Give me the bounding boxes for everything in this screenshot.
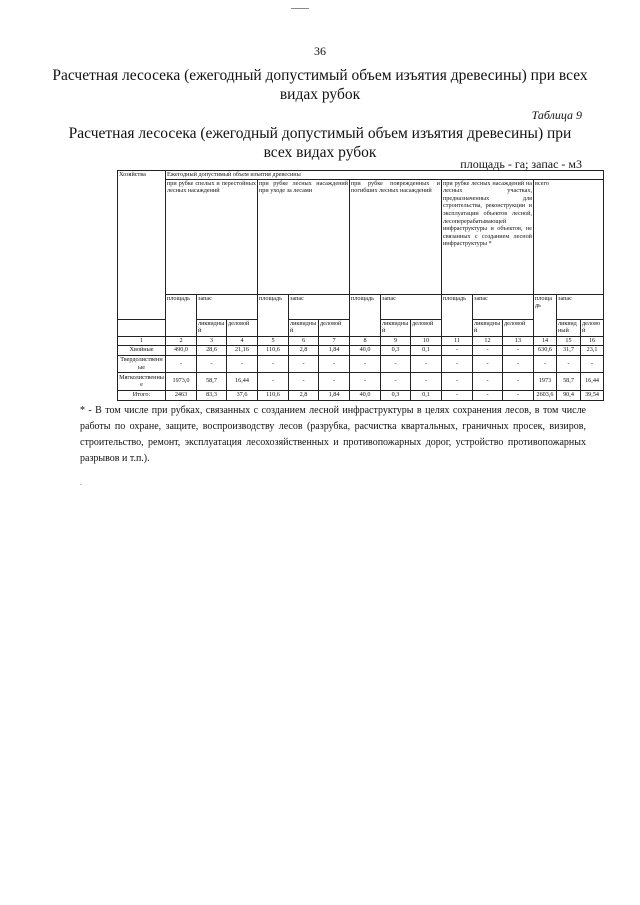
table-cell: - — [442, 372, 473, 390]
table-cell: - — [557, 355, 581, 372]
table-cell: - — [289, 372, 319, 390]
table-cell: - — [381, 355, 411, 372]
column-number: 13 — [503, 336, 534, 345]
table-cell: - — [534, 355, 557, 372]
table-cell: 2,8 — [289, 345, 319, 355]
header-liquid: ликвидный — [473, 319, 503, 336]
row-label: Итого: — [118, 390, 166, 400]
table-cell: - — [166, 355, 197, 372]
table-cell: 31,7 — [557, 345, 581, 355]
table-cell: - — [473, 390, 503, 400]
table-cell: 23,1 — [581, 345, 604, 355]
table-cell: 110,6 — [258, 345, 289, 355]
table-cell: - — [350, 372, 381, 390]
header-group-infrastructure: при рубке лесных насаждений на лесных участках, предназначенных для строительства, реконструкции и эксплуатации объектов лесной, лесоперерабатывающей инфраструктуры и объектов, не связанных с созданием лесной инфраструктуры * — [442, 179, 534, 294]
column-number: 15 — [557, 336, 581, 345]
table-cell: - — [258, 372, 289, 390]
table-cell: 58,7 — [197, 372, 227, 390]
table-cell: 21,16 — [227, 345, 258, 355]
table-cell: 0,1 — [411, 345, 442, 355]
column-number: 9 — [381, 336, 411, 345]
table-cell: 16,44 — [581, 372, 604, 390]
table-cell: - — [258, 355, 289, 372]
table-cell: 490,0 — [166, 345, 197, 355]
column-number: 8 — [350, 336, 381, 345]
column-number: 2 — [166, 336, 197, 345]
header-liquid: ликвидный — [289, 319, 319, 336]
table-cell: - — [289, 355, 319, 372]
column-number: 1 — [118, 336, 166, 345]
header-area: площадь — [442, 294, 473, 336]
table-cell: 37,6 — [227, 390, 258, 400]
table-cell: 40,0 — [350, 390, 381, 400]
table-cell: 28,6 — [197, 345, 227, 355]
table-cell: - — [411, 372, 442, 390]
header-farms: Хозяйства — [118, 171, 166, 320]
table-cell: 90,4 — [557, 390, 581, 400]
table-cell: - — [473, 345, 503, 355]
header-stock: запас — [381, 294, 442, 319]
header-group-total: всего — [534, 179, 604, 294]
column-number: 7 — [319, 336, 350, 345]
table-cell: 0,1 — [411, 390, 442, 400]
table-cell: 40,0 — [350, 345, 381, 355]
table-cell: 630,6 — [534, 345, 557, 355]
stray-mark: . — [80, 478, 82, 487]
table-row — [118, 345, 604, 355]
table-cell: - — [227, 355, 258, 372]
header-group-mature: при рубке спелых и перестойных лесных насаждений — [166, 179, 258, 294]
column-number: 3 — [197, 336, 227, 345]
row-label: Мягколиственные — [119, 373, 164, 389]
header-group: Ежегодный допустимый объем изъятия древесины — [166, 171, 604, 180]
table-cell: - — [350, 355, 381, 372]
column-number-row — [118, 336, 604, 345]
table-cell: - — [442, 355, 473, 372]
table-cell: - — [411, 355, 442, 372]
header-stock: запас — [557, 294, 604, 319]
header-stock: запас — [473, 294, 534, 319]
header-area: площадь — [350, 294, 381, 336]
header-liquid: ликвидный — [557, 319, 581, 336]
column-number: 12 — [473, 336, 503, 345]
page-heading: Расчетная лесосека (ежегодный допустимый объем изъятия древесины) при всех видах рубок — [52, 67, 588, 103]
footnote: * - В том числе при рубках, связанных с созданием лесной инфраструктуры в целях сохранения лесов, в том числе работы по охране, защите, воспроизводству лесов (разрубка, расчистка квартальных, граничных просек, визиров, строительство, ремонт, эксплуатация лесохозяйственных и противопожарных дорог, устройство противопожарных разрывов и т.п.). — [80, 405, 586, 464]
table-cell: 2603,6 — [534, 390, 557, 400]
table-cell: - — [503, 372, 534, 390]
table-cell: 2,8 — [289, 390, 319, 400]
table-cell: 1973,0 — [166, 372, 197, 390]
column-number: 6 — [289, 336, 319, 345]
table-cell: - — [442, 390, 473, 400]
table-cell: - — [473, 372, 503, 390]
table-cell: 39,54 — [581, 390, 604, 400]
table-cell: - — [197, 355, 227, 372]
table-cell: - — [442, 345, 473, 355]
table-cell: - — [473, 355, 503, 372]
header-area: площадь — [534, 294, 557, 336]
units-caption: площадь - га; запас - м3 — [460, 157, 582, 171]
table-cell: - — [503, 390, 534, 400]
table-row — [118, 372, 604, 390]
table-cell: 110,6 — [258, 390, 289, 400]
top-dash-mark — [291, 8, 309, 9]
table-cell: 58,7 — [557, 372, 581, 390]
table-row — [118, 355, 604, 372]
table-cell: - — [581, 355, 604, 372]
header-liquid: ликвидный — [197, 319, 227, 336]
column-number: 5 — [258, 336, 289, 345]
header-stock: запас — [289, 294, 350, 319]
header-business: деловой — [227, 319, 258, 336]
header-stock: запас — [197, 294, 258, 319]
table-row-total — [118, 390, 604, 400]
row-label: Хвойные — [118, 345, 166, 355]
column-number: 4 — [227, 336, 258, 345]
table-cell: - — [319, 372, 350, 390]
column-number: 11 — [442, 336, 473, 345]
header-group-thinning: при рубке лесных насаждений при уходе за лесами — [258, 179, 350, 294]
row-label: Твердолиственные — [118, 355, 166, 372]
table-title: Расчетная лесосека (ежегодный допустимый объем изъятия древесины) при всех видах рубок — [68, 125, 572, 161]
header-area: площадь — [258, 294, 289, 336]
header-business: деловой — [319, 319, 350, 336]
table-cell: 83,3 — [197, 390, 227, 400]
header-business: деловой — [581, 319, 604, 336]
header-liquid: ликвидный — [381, 319, 411, 336]
column-number: 16 — [581, 336, 604, 345]
table-cell: - — [319, 355, 350, 372]
table-cell: 1,84 — [319, 345, 350, 355]
header-business: деловой — [503, 319, 534, 336]
table-cell: - — [503, 355, 534, 372]
table-cell: 16,44 — [227, 372, 258, 390]
header-area: площадь — [166, 294, 197, 336]
table-cell: 1973 — [534, 372, 557, 390]
table-label: Таблица 9 — [531, 108, 582, 122]
table-cell: 1,84 — [319, 390, 350, 400]
table-cell: 0,3 — [381, 345, 411, 355]
column-number: 10 — [411, 336, 442, 345]
allowable-cut-table — [117, 170, 604, 401]
table-cell: 0,3 — [381, 390, 411, 400]
header-business: деловой — [411, 319, 442, 336]
table-cell: - — [381, 372, 411, 390]
table-cell: 2463 — [166, 390, 197, 400]
page-number: 36 — [314, 44, 326, 58]
header-group-damaged: при рубке поврежденных и погибших лесных насаждений — [350, 179, 442, 294]
column-number: 14 — [534, 336, 557, 345]
table-cell: - — [503, 345, 534, 355]
